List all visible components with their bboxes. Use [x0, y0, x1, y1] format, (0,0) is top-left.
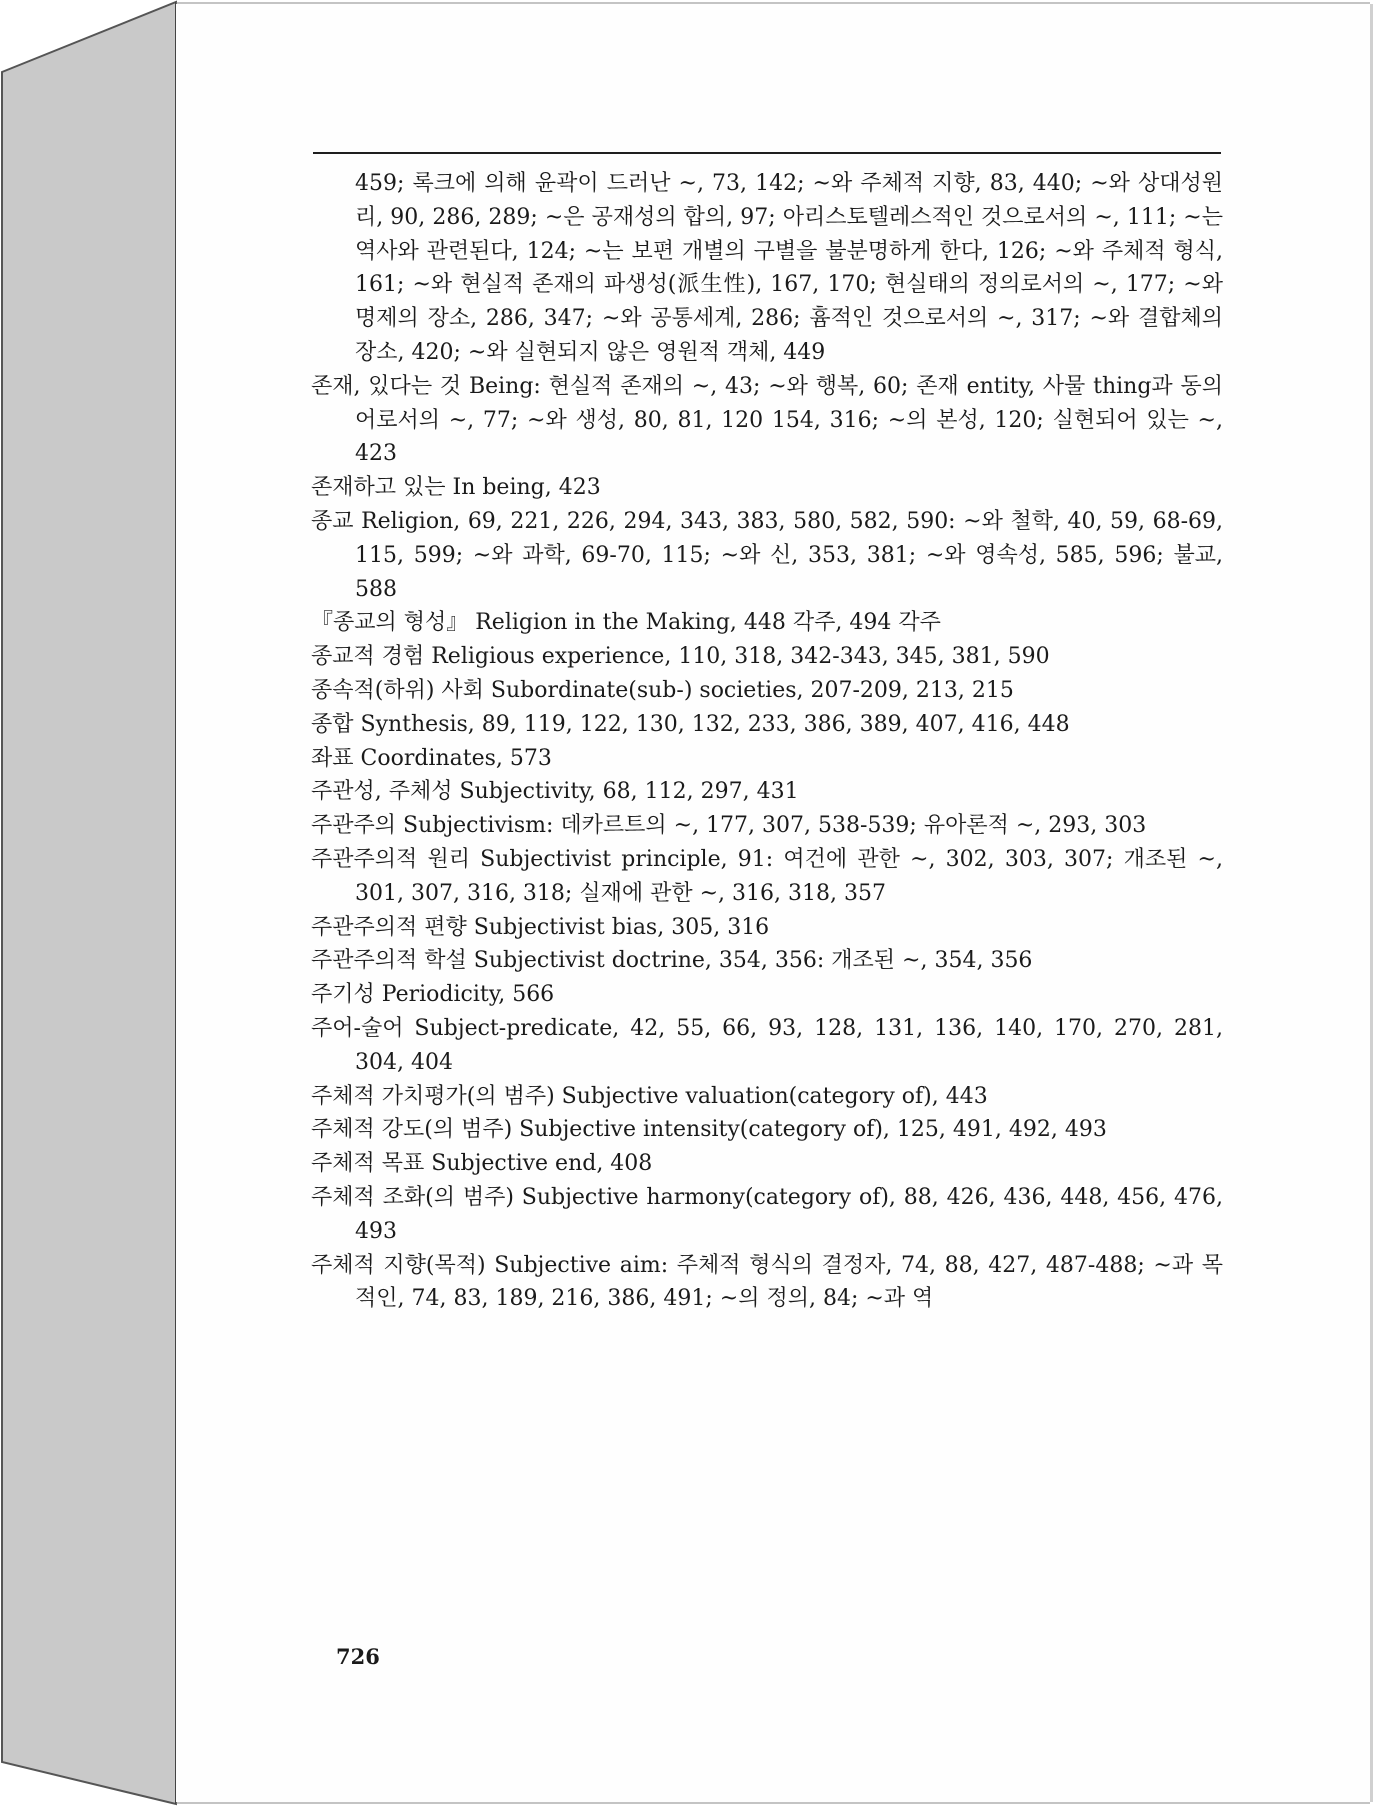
index-entries — [311, 167, 1223, 1316]
index-entry: 주관주의 Subjectivism: 데카르트의 ~, 177, 307, 538-539; 유아론적 ~, 293, 303 — [311, 813, 1147, 839]
index-entry: 종교 Religion, 69, 221, 226, 294, 343, 383, 580, 582, 590: ~와 철학, 40, 59, 68-69, 115, 599; ~와 과학, 69-70, 115; ~와 신, 353, 381; ~와 영속성, 585, 596; 불교, 588 — [311, 508, 1223, 602]
index-entry: 459; 록크에 의해 윤곽이 드러난 ~, 73, 142; ~와 주체적 지향, 83, 440; ~와 상대성원리, 90, 286, 289; ~은 공재성의 합의, 97; 아리스토텔레스적인 것으로서의 ~, 111; ~는 역사와 관련된다, 124; ~는 보편 개별의 구별을 불분명하게 한다, 126; ~와 주체적 형식, 161; ~와 현실적 존재의 파생성(派生性), 167, 170; 현실태의 정의로서의 ~, 177; ~와 명제의 장소, 286, 347; ~와 공통세계, 286; 흄적인 것으로서의 ~, 317; ~와 결합체의 장소, 420; ~와 실현되지 않은 영원적 객체, 449 — [355, 171, 1223, 365]
index-entry: 주체적 조화(의 범주) Subjective harmony(category of), 88, 426, 436, 448, 456, 476, 493 — [311, 1184, 1223, 1244]
index-entry: 주체적 가치평가(의 범주) Subjective valuation(category of), 443 — [311, 1083, 988, 1109]
index-entry: 주체적 지향(목적) Subjective aim: 주체적 형식의 결정자, 74, 88, 427, 487-488; ~과 목적인, 74, 83, 189, 216, 386, 491; ~의 정의, 84; ~과 역 — [311, 1252, 1223, 1312]
page-number: 726 — [336, 1644, 380, 1669]
index-entry: 주관주의적 학설 Subjectivist doctrine, 354, 356: 개조된 ~, 354, 356 — [311, 948, 1033, 974]
index-entry: 주어-술어 Subject-predicate, 42, 55, 66, 93, 128, 131, 136, 140, 170, 270, 281, 304, 404 — [311, 1015, 1223, 1075]
index-entry: 존재, 있다는 것 Being: 현실적 존재의 ~, 43; ~와 행복, 60; 존재 entity, 사물 thing과 동의어로서의 ~, 77; ~와 생성, 80, 81, 120 154, 316; ~의 본성, 120; 실현되어 있는 ~, 423 — [311, 373, 1223, 467]
index-entry: 좌표 Coordinates, 573 — [311, 745, 552, 771]
index-entry: 종속적(하위) 사회 Subordinate(sub-) societies, 207-209, 213, 215 — [311, 677, 1014, 703]
book-spine-side — [2, 2, 176, 1804]
index-entry: 존재하고 있는 In being, 423 — [311, 475, 601, 501]
header-rule — [313, 152, 1221, 154]
index-page — [176, 4, 1370, 1802]
index-entry: 주체적 목표 Subjective end, 408 — [311, 1151, 653, 1177]
index-entry: 『종교의 형성』 Religion in the Making, 448 각주, 494 각주 — [311, 610, 941, 636]
index-entry: 주관주의적 편향 Subjectivist bias, 305, 316 — [311, 914, 770, 940]
index-entry: 주기성 Periodicity, 566 — [311, 982, 555, 1008]
index-entry: 종합 Synthesis, 89, 119, 122, 130, 132, 233, 386, 389, 407, 416, 448 — [311, 711, 1070, 737]
index-entry: 주체적 강도(의 범주) Subjective intensity(category of), 125, 491, 492, 493 — [311, 1117, 1107, 1143]
index-entry: 주관성, 주체성 Subjectivity, 68, 112, 297, 431 — [311, 779, 799, 805]
index-entry: 종교적 경험 Religious experience, 110, 318, 342-343, 345, 381, 590 — [311, 644, 1050, 670]
index-entry: 주관주의적 원리 Subjectivist principle, 91: 여건에 관한 ~, 302, 303, 307; 개조된 ~, 301, 307, 316, 318; 실재에 관한 ~, 316, 318, 357 — [311, 846, 1223, 906]
